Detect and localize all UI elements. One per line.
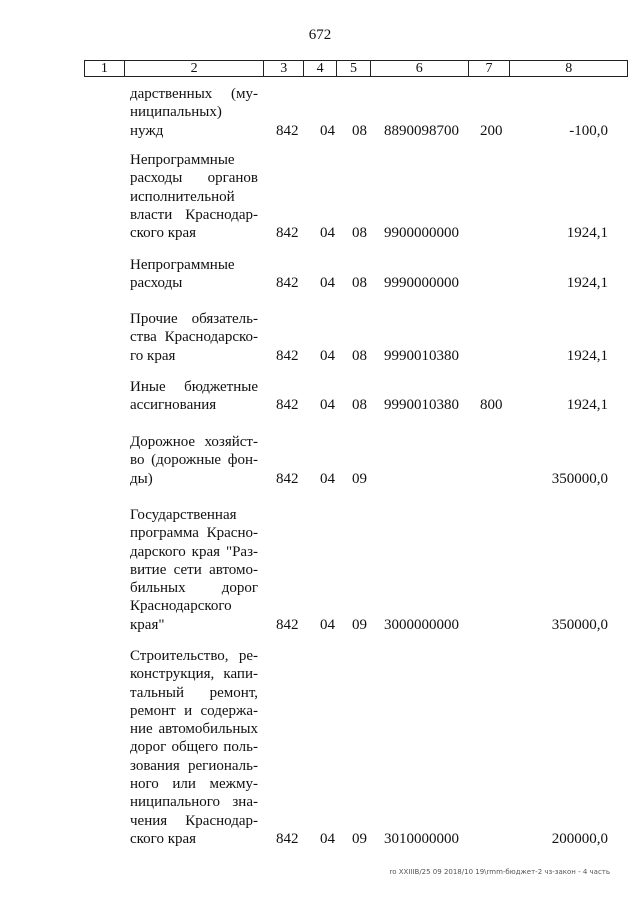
cell-c8: 1924,1	[566, 397, 608, 414]
cell-c4: 04	[320, 831, 335, 847]
cell-c3: 842	[276, 347, 299, 364]
cell-c6: 9990010380	[384, 347, 459, 364]
cell-c8: 1924,1	[566, 275, 608, 292]
header-col-6: 6	[371, 61, 469, 76]
cell-c6: 9990000000	[384, 275, 459, 292]
cell-c7: 200	[480, 122, 503, 139]
description-line: расходы органов	[130, 170, 258, 187]
description-line: ассигнования	[130, 397, 217, 414]
table-header	[84, 60, 628, 77]
description-line: дарского края "Раз-	[130, 543, 258, 560]
description-line: ние автомобильных	[130, 721, 258, 738]
cell-c4: 04	[320, 347, 335, 364]
row-description	[130, 378, 258, 415]
cell-c4: 04	[320, 122, 335, 139]
row-description	[130, 647, 258, 848]
header-col-1: 1	[85, 61, 125, 76]
cell-c3: 842	[276, 470, 299, 487]
description-line: дарственных (му-	[130, 86, 258, 102]
cell-c8: 1924,1	[566, 347, 608, 364]
cell-c6: 9900000000	[384, 225, 459, 242]
description-line: ного или межму-	[130, 776, 258, 793]
header-col-3: 3	[264, 61, 304, 76]
header-col-2: 2	[125, 61, 264, 76]
cell-c4: 04	[320, 225, 335, 242]
cell-c8: 1924,1	[566, 225, 608, 242]
row-description	[130, 85, 258, 140]
cell-c8: 350000,0	[551, 616, 608, 633]
header-col-7: 7	[469, 61, 511, 76]
cell-c5: 08	[352, 225, 367, 242]
description-line: витие сети автомо-	[130, 561, 258, 578]
description-line: ниципальных)	[130, 104, 222, 121]
cell-c3: 842	[276, 831, 299, 847]
cell-c3: 842	[276, 122, 299, 139]
description-line: Непрограммные	[130, 152, 235, 168]
description-line: Непрограммные	[130, 257, 235, 273]
description-line: Дорожное хозяйст-	[130, 434, 258, 450]
cell-c3: 842	[276, 397, 299, 414]
cell-c4: 04	[320, 397, 335, 414]
footer-note: ro XXIIIB/25 09 2018/10 19\rmm-бюджет-2 чз-закон - 4 часть	[389, 868, 610, 876]
cell-c6: 9990010380	[384, 397, 459, 414]
description-line: программа Красно-	[130, 525, 258, 542]
cell-c3: 842	[276, 225, 299, 242]
description-line: Государственная	[130, 507, 237, 523]
cell-c8: 200000,0	[551, 831, 608, 847]
description-line: края"	[130, 616, 165, 633]
cell-c5: 08	[352, 397, 367, 414]
cell-c6: 3010000000	[384, 831, 459, 847]
row-description	[130, 506, 258, 634]
cell-c5: 08	[352, 275, 367, 292]
cell-c5: 08	[352, 347, 367, 364]
cell-c8: 350000,0	[551, 470, 608, 487]
description-line: власти Краснодар-	[130, 206, 258, 223]
description-line: чения Краснодар-	[130, 812, 258, 829]
cell-c5: 08	[352, 122, 367, 139]
description-line: ремонт и содержа-	[130, 702, 258, 719]
cell-c5: 09	[352, 616, 367, 633]
description-line: дорог общего поль-	[130, 739, 258, 756]
description-line: исполнительной	[130, 188, 235, 205]
row-description	[130, 433, 258, 488]
cell-c5: 09	[352, 831, 367, 847]
description-line: во (дорожные фон-	[130, 452, 258, 469]
row-description	[130, 256, 258, 293]
cell-c6: 3000000000	[384, 616, 459, 633]
cell-c8: -100,0	[569, 122, 608, 139]
description-line: зования региональ-	[130, 757, 258, 774]
cell-c4: 04	[320, 616, 335, 633]
cell-c7: 800	[480, 397, 503, 414]
cell-c5: 09	[352, 470, 367, 487]
description-line: ниципального зна-	[130, 794, 258, 811]
description-line: Строительство, ре-	[130, 648, 258, 664]
cell-c4: 04	[320, 275, 335, 292]
description-line: нужд	[130, 122, 164, 139]
description-line: Иные бюджетные	[130, 379, 258, 395]
cell-c3: 842	[276, 616, 299, 633]
header-col-8: 8	[565, 61, 573, 76]
header-col-4: 4	[304, 61, 337, 76]
page-number: 672	[308, 27, 332, 43]
header-col-5: 5	[337, 61, 371, 76]
cell-c4: 04	[320, 470, 335, 487]
description-line: ства Краснодарско-	[130, 329, 258, 346]
description-line: ского края	[130, 830, 197, 847]
description-line: расходы	[130, 275, 183, 292]
description-line: тальный ремонт,	[130, 684, 258, 701]
cell-c6: 8890098700	[384, 122, 459, 139]
description-line: бильных дорог	[130, 580, 258, 597]
row-description	[130, 151, 258, 242]
description-line: го края	[130, 347, 176, 364]
description-line: конструкция, капи-	[130, 666, 258, 683]
description-line: ского края	[130, 225, 197, 242]
description-line: Прочие обязатель-	[130, 311, 258, 327]
cell-c3: 842	[276, 275, 299, 292]
description-line: Краснодарского	[130, 598, 232, 615]
description-line: ды)	[130, 470, 153, 487]
row-description	[130, 310, 258, 365]
